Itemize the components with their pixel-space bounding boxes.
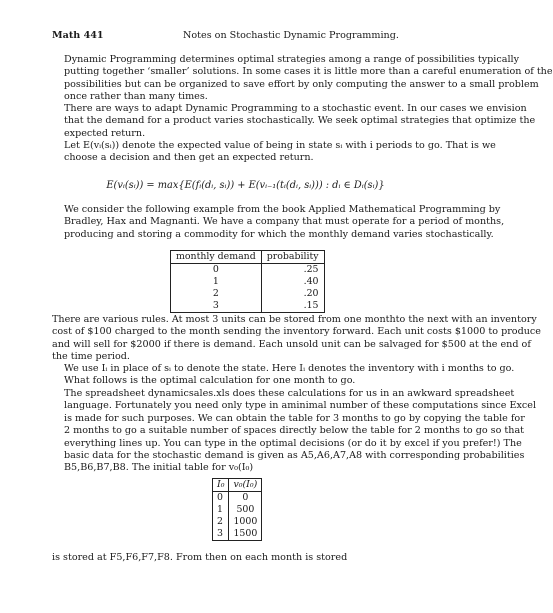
table-row [171,264,325,277]
table-header-row [213,479,262,492]
text-line: 2 months to go a suitable number of spaces directly below the table for 2 months to go so that [64,425,525,437]
paragraph-rules [52,314,541,364]
text-line: that the demand for a product varies stochastically. We seek optimal strategies that optimize the [64,115,536,127]
table-row [171,288,325,300]
table-row [171,276,325,288]
text-line: is made for such purposes. We can obtain the table for 3 months to go by copying the table for [64,412,525,424]
table-row [171,300,325,313]
paragraph-stochastic [52,103,536,140]
probability-cell: .40 [261,276,324,288]
text-line: Bradley, Hax and Magnanti. We have a company that must operate for a period of months, [64,216,505,228]
text-line: producing and storing a commodity for which the monthly demand varies stochastically. [64,228,494,240]
value-cell: 1500 [229,528,262,541]
paragraph-state-notation [52,363,515,388]
course-title: Math 441 [52,30,104,41]
text-line: putting together ‘smaller’ solutions. In some cases it is little more than a careful enumeration of the [64,66,553,78]
demand-cell: 0 [171,264,262,277]
text-line: basic data for the stochastic demand is given as A5,A6,A7,A8 with corresponding probabilities [64,450,525,462]
column-header-probability: probability [261,251,324,264]
text-line: once rather than many times. [64,91,208,103]
text-line: is stored at F5,F6,F7,F8. From then on each month is stored [52,552,348,563]
text-line: language. Fortunately you need only type in aminimal number of these computations since Excel [64,400,537,412]
text-line: B5,B6,B7,B8. The initial table for v₀(I₀) [64,462,254,474]
value-cell: 0 [229,492,262,505]
table-row [213,516,262,528]
text-line: We use Iᵢ in place of sᵢ to denote the state. Here Iᵢ denotes the inventory with i months to go. [64,363,515,374]
table-row [213,528,262,541]
bellman-formula: E(vᵢ(sᵢ)) = max{E(fᵢ(dᵢ, sᵢ)) + E(vᵢ₋₁(tᵢ(dᵢ, sᵢ))) : dᵢ ∈ Dᵢ(sᵢ)} [106,180,385,191]
demand-cell: 1 [171,276,262,288]
text-line: possibilities but can be organized to save effort by only computing the answer to a small problem [64,78,539,90]
demand-cell: 3 [171,300,262,313]
paragraph-storage [52,552,439,564]
text-line: There are ways to adapt Dynamic Programming to a stochastic event. In our cases we envision [64,103,527,114]
probability-cell: .20 [261,288,324,300]
paragraph-expected-value [52,140,496,165]
inventory-cell: 2 [213,516,229,528]
table-row [213,504,262,516]
initial-value-table [212,478,262,541]
text-line: cost of $100 charged to the month sending the inventory forward. Each unit costs $1000 to produce [52,326,541,338]
paragraph-spreadsheet [52,388,537,475]
paragraph-example [52,204,505,241]
text-line: Dynamic Programming determines optimal strategies among a range of possibilities typically [64,54,520,65]
column-header-value: v₀(I₀) [229,479,262,492]
text-line: There are various rules. At most 3 units can be stored from one monthto the next with an inventory [52,314,537,325]
text-line: the time period. [52,351,130,363]
notes-title: Notes on Stochastic Dynamic Programming. [183,30,399,41]
text-line: Let E(vᵢ(sᵢ)) denote the expected value of being in state sᵢ with i periods to go. That is we [64,140,496,151]
column-header-demand: monthly demand [171,251,262,264]
paragraph-intro [52,54,553,104]
inventory-cell: 3 [213,528,229,541]
table-header-row [171,251,325,264]
probability-cell: .25 [261,264,324,277]
table-row [213,492,262,505]
inventory-cell: 1 [213,504,229,516]
demand-probability-table [170,250,325,313]
text-line: What follows is the optimal calculation for one month to go. [64,375,356,387]
probability-cell: .15 [261,300,324,313]
page-header [52,30,422,44]
value-cell: 500 [229,504,262,516]
text-line: We consider the following example from the book Applied Mathematical Programming by [64,204,501,215]
demand-cell: 2 [171,288,262,300]
column-header-inventory: I₀ [213,479,229,492]
value-cell: 1000 [229,516,262,528]
text-line: expected return. [64,127,146,139]
text-line: choose a decision and then get an expected return. [64,152,314,164]
inventory-cell: 0 [213,492,229,505]
text-line: and will sell for $2000 if there is demand. Each unsold unit can be salvaged for $500 at the end of [52,338,531,350]
text-line: The spreadsheet dynamicsales.xls does these calculations for us in an awkward spreadsheet [64,388,515,399]
text-line: everything lines up. You can type in the optimal decisions (or do it by excel if you prefer!) The [64,437,522,449]
